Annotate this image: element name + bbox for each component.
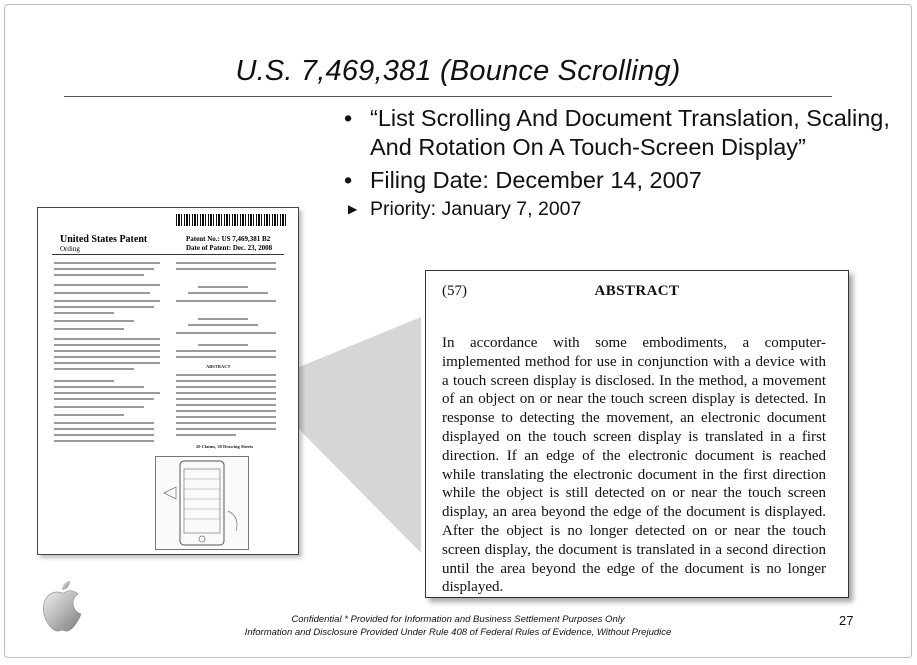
patent-text-line	[176, 262, 276, 264]
patent-text-line	[176, 428, 276, 430]
patent-text-line	[176, 386, 276, 388]
patent-header-left: United States Patent	[60, 234, 148, 245]
patent-number: Patent No.: US 7,469,381 B2	[186, 235, 271, 243]
patent-text-line	[54, 338, 160, 340]
patent-text-line	[54, 380, 114, 382]
patent-text-line	[54, 262, 160, 264]
abstract-number: (57)	[442, 283, 467, 299]
patent-text-line	[54, 320, 134, 322]
patent-text-line	[176, 350, 276, 352]
footer-line-1: Confidential * Provided for Information and Business Settlement Purposes Only	[291, 614, 625, 625]
patent-text-line	[54, 350, 160, 352]
patent-text-line	[176, 416, 276, 418]
patent-text-line	[198, 286, 248, 288]
patent-text-line	[54, 422, 154, 424]
page-number: 27	[839, 613, 854, 628]
patent-text-line	[188, 292, 268, 294]
patent-text-line	[176, 422, 276, 424]
patent-header-rule	[52, 254, 284, 255]
patent-figure-image	[155, 456, 249, 550]
patent-text-line	[176, 300, 276, 302]
patent-text-line	[176, 410, 276, 412]
patent-text-line	[54, 344, 160, 346]
sub-bullet-text: Priority: January 7, 2007	[370, 198, 582, 220]
patent-text-line	[54, 292, 150, 294]
footer-line-2: Information and Disclosure Provided Under Rule 408 of Federal Rules of Evidence, Without Prejudice	[244, 627, 672, 638]
patent-text-line	[176, 398, 276, 400]
patent-text-line	[54, 392, 160, 394]
patent-text-line	[54, 268, 154, 270]
patent-claims-label: 20 Claims, 30 Drawing Sheets	[196, 444, 254, 449]
patent-text-line	[176, 356, 276, 358]
patent-date: Date of Patent: Dec. 23, 2008	[186, 244, 273, 252]
patent-thumbnail	[37, 207, 299, 555]
patent-text-line	[198, 318, 248, 320]
patent-text-line	[54, 300, 160, 302]
slide	[4, 4, 912, 658]
patent-text-line	[176, 392, 276, 394]
patent-text-line	[54, 398, 154, 400]
patent-text-line	[176, 332, 276, 334]
patent-text-line	[54, 406, 144, 408]
confidentiality-footer	[5, 613, 911, 639]
patent-text-line	[176, 404, 276, 406]
patent-text-line	[176, 268, 276, 270]
patent-text-line	[54, 356, 160, 358]
patent-text-line	[54, 414, 124, 416]
patent-text-line	[54, 312, 114, 314]
device-drawing-icon	[156, 457, 248, 549]
abstract-excerpt	[425, 270, 849, 598]
patent-text-line	[54, 434, 154, 436]
abstract-body: In accordance with some embodiments, a computer-implemented method for use in conjunction with a device with a touch screen display is disclosed. In the method, a movement of an object on or near the touch screen display is detected. In response to detecting the movement, an electronic document displayed on the touch screen display is translated in a first direction. If an edge of the electronic document is reached while translating the electronic document in the first direction while the object is still detected on or near the touch screen display, an area beyond the edge of the document is displayed. After the object is no longer detected on or near the touch screen display, the document is translated in a second direction until the area beyond the edge of the document is no longer displayed.	[442, 335, 826, 596]
patent-text-line	[54, 440, 154, 442]
patent-text-line	[54, 428, 154, 430]
patent-text-line	[176, 380, 276, 382]
patent-text-line	[198, 344, 248, 346]
slide-title: U.S. 7,469,381 (Bounce Scrolling)	[235, 55, 681, 87]
patent-text-line	[54, 368, 134, 370]
patent-text-line	[176, 434, 236, 436]
patent-text-line	[54, 362, 160, 364]
patent-text-line	[176, 374, 276, 376]
patent-text-line	[54, 284, 160, 286]
bullet-dot-icon: •	[344, 167, 353, 193]
patent-text-line	[54, 306, 154, 308]
triangle-bullet-icon: ▶	[348, 202, 358, 216]
patent-inventor: Ording	[60, 245, 80, 253]
bullet-text: Filing Date: December 14, 2007	[370, 167, 702, 193]
patent-text-line	[188, 324, 258, 326]
patent-text-line	[54, 386, 144, 388]
bullet-dot-icon: •	[344, 105, 353, 131]
barcode-icon	[176, 214, 286, 226]
bullet-text: “List Scrolling And Document Translation, Scaling, And Rotation On A Touch-Screen Display”	[370, 105, 890, 160]
abstract-title: ABSTRACT	[594, 283, 680, 299]
patent-abstract-label: ABSTRACT	[206, 364, 231, 369]
patent-text-line	[54, 274, 144, 276]
patent-text-line	[54, 328, 124, 330]
